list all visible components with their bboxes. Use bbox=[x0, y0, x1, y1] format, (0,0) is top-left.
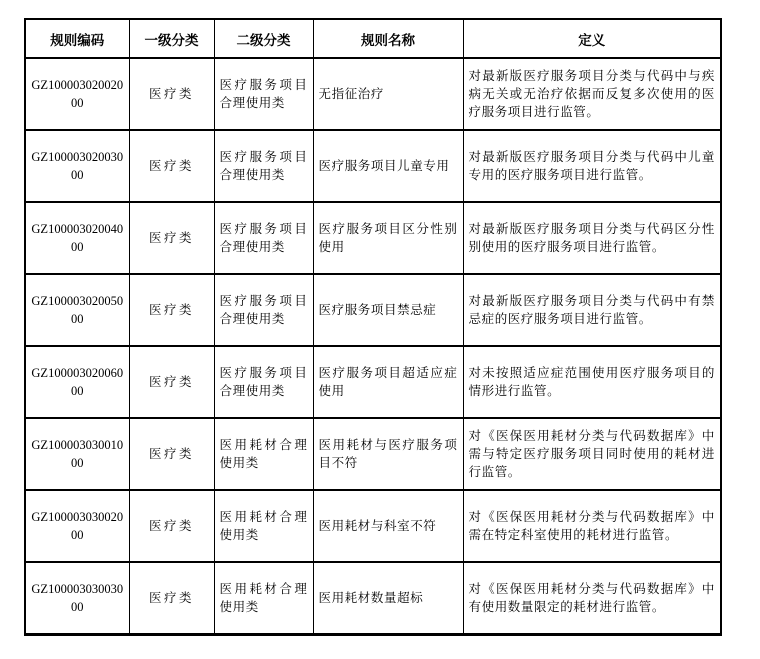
header-level1-category: 一级分类 bbox=[129, 19, 214, 58]
rule-code-cell: GZ10000303001000 bbox=[25, 418, 129, 490]
definition-cell: 对《医保医用耗材分类与代码数据库》中需在特定科室使用的耗材进行监管。 bbox=[463, 490, 721, 562]
header-rule-code: 规则编码 bbox=[25, 19, 129, 58]
header-row bbox=[25, 19, 721, 58]
level2-category-cell: 医疗服务项目合理使用类 bbox=[214, 274, 313, 346]
rule-name-cell: 医疗服务项目超适应症使用 bbox=[313, 346, 463, 418]
rule-code-cell: GZ10000302003000 bbox=[25, 130, 129, 202]
definition-cell: 对最新版医疗服务项目分类与代码中与疾病无关或无治疗依据而反复多次使用的医疗服务项目进行监管。 bbox=[463, 58, 721, 130]
level1-category-cell: 医疗类 bbox=[129, 562, 214, 635]
rule-name-cell: 医用耗材与医疗服务项目不符 bbox=[313, 418, 463, 490]
level2-category-cell: 医疗服务项目合理使用类 bbox=[214, 130, 313, 202]
rule-name-cell: 无指征治疗 bbox=[313, 58, 463, 130]
level1-category-cell: 医疗类 bbox=[129, 130, 214, 202]
rule-code-cell: GZ10000302005000 bbox=[25, 274, 129, 346]
rule-code-cell: GZ10000302006000 bbox=[25, 346, 129, 418]
table-row bbox=[25, 418, 721, 490]
level2-category-cell: 医疗服务项目合理使用类 bbox=[214, 58, 313, 130]
table-row bbox=[25, 490, 721, 562]
definition-cell: 对最新版医疗服务项目分类与代码区分性别使用的医疗服务项目进行监管。 bbox=[463, 202, 721, 274]
table-row bbox=[25, 202, 721, 274]
rule-code-cell: GZ10000303003000 bbox=[25, 562, 129, 635]
level1-category-cell: 医疗类 bbox=[129, 490, 214, 562]
level1-category-cell: 医疗类 bbox=[129, 346, 214, 418]
header-definition: 定义 bbox=[463, 19, 721, 58]
level2-category-cell: 医用耗材合理使用类 bbox=[214, 490, 313, 562]
table-row bbox=[25, 346, 721, 418]
table-row bbox=[25, 562, 721, 635]
level1-category-cell: 医疗类 bbox=[129, 202, 214, 274]
rule-code-cell: GZ10000303002000 bbox=[25, 490, 129, 562]
level1-category-cell: 医疗类 bbox=[129, 274, 214, 346]
rule-name-cell: 医用耗材与科室不符 bbox=[313, 490, 463, 562]
table-row bbox=[25, 58, 721, 130]
level2-category-cell: 医用耗材合理使用类 bbox=[214, 562, 313, 635]
rule-name-cell: 医疗服务项目区分性别使用 bbox=[313, 202, 463, 274]
definition-cell: 对未按照适应症范围使用医疗服务项目的情形进行监管。 bbox=[463, 346, 721, 418]
rule-code-cell: GZ10000302002000 bbox=[25, 58, 129, 130]
level1-category-cell: 医疗类 bbox=[129, 58, 214, 130]
rule-name-cell: 医疗服务项目儿童专用 bbox=[313, 130, 463, 202]
rules-table bbox=[24, 18, 722, 636]
table-row bbox=[25, 274, 721, 346]
header-rule-name: 规则名称 bbox=[313, 19, 463, 58]
level2-category-cell: 医用耗材合理使用类 bbox=[214, 418, 313, 490]
definition-cell: 对最新版医疗服务项目分类与代码中有禁忌症的医疗服务项目进行监管。 bbox=[463, 274, 721, 346]
header-level2-category: 二级分类 bbox=[214, 19, 313, 58]
definition-cell: 对《医保医用耗材分类与代码数据库》中有使用数量限定的耗材进行监管。 bbox=[463, 562, 721, 635]
rule-code-cell: GZ10000302004000 bbox=[25, 202, 129, 274]
level1-category-cell: 医疗类 bbox=[129, 418, 214, 490]
definition-cell: 对最新版医疗服务项目分类与代码中儿童专用的医疗服务项目进行监管。 bbox=[463, 130, 721, 202]
level2-category-cell: 医疗服务项目合理使用类 bbox=[214, 346, 313, 418]
table-row bbox=[25, 130, 721, 202]
rule-name-cell: 医用耗材数量超标 bbox=[313, 562, 463, 635]
rule-name-cell: 医疗服务项目禁忌症 bbox=[313, 274, 463, 346]
definition-cell: 对《医保医用耗材分类与代码数据库》中需与特定医疗服务项目同时使用的耗材进行监管。 bbox=[463, 418, 721, 490]
level2-category-cell: 医疗服务项目合理使用类 bbox=[214, 202, 313, 274]
